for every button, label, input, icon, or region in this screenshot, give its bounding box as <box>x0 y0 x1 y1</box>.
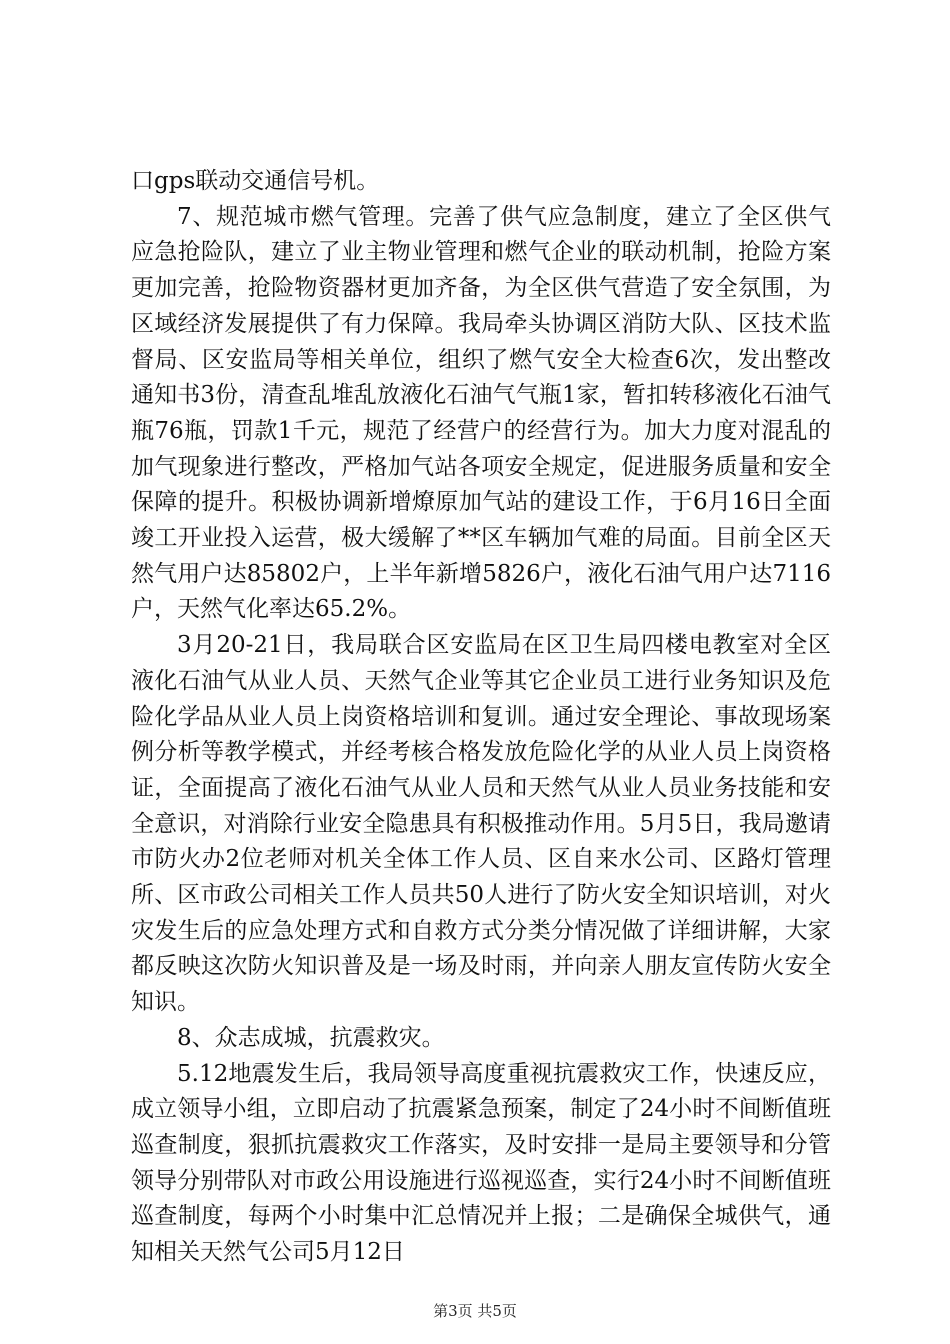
paragraph-5: 5.12地震发生后，我局领导高度重视抗震救灾工作，快速反应，成立领导小组，立即启动了抗震紧急预案，制定了24小时不间断值班巡查制度，狠抓抗震救灾工作落实，及时安排一是局主要领导和分管领导分别带队对市政公用设施进行巡视巡查，实行24小时不间断值班巡查制度，每两个小时集中汇总情况并上报；二是确保全城供气，通知相关天然气公司5月12日 <box>131 1060 831 1266</box>
paragraph-2: 7、规范城市燃气管理。完善了供气应急制度，建立了全区供气应急抢险队，建立了业主物业管理和燃气企业的联动机制，抢险方案更加完善，抢险物资器材更加齐备，为全区供气营造了安全氛围，为区域经济发展提供了有力保障。我局牵头协调区消防大队、区技术监督局、区安监局等相关单位，组织了燃气安全大检查6次，发出整改通知书3份，清查乱堆乱放液化石油气气瓶1家，暂扣转移液化石油气瓶76瓶，罚款1千元，规范了经营户的经营行为。加大力度对混乱的加气现象进行整改，严格加气站各项安全规定，促进服务质量和安全保障的提升。积极协调新增燎原加气站的建设工作，于6月16日全面竣工开业投入运营，极大缓解了**区车辆加气难的局面。目前全区天然气用户达85802户，上半年新增5826户，液化石油气用户达7116户，天然气化率达65.2%。 <box>131 203 831 623</box>
paragraph-1: 口gps联动交通信号机。 <box>131 168 380 194</box>
paragraph-4: 8、众志成城，抗震救灾。 <box>177 1024 445 1051</box>
paragraph-3: 3月20-21日，我局联合区安监局在区卫生局四楼电教室对全区液化石油气从业人员、天然气企业等其它企业员工进行业务知识及危险化学品从业人员上岗资格培训和复训。通过安全理论、事故现场案例分析等教学模式，并经考核合格发放危险化学的从业人员上岗资格证，全面提高了液化石油气从业人员和天然气从业人员业务技能和安全意识，对消除行业安全隐患具有积极推动作用。5月5日，我局邀请市防火办2位老师对机关全体工作人员、区自来水公司、区路灯管理所、区市政公司相关工作人员共50人进行了防火安全知识培训，对火灾发生后的应急处理方式和自救方式分类分情况做了详细讲解，大家都反映这次防火知识普及是一场及时雨，并向亲人朋友宣传防火安全知识。 <box>131 632 831 1016</box>
page-number-label: 第3页 共5页 <box>433 1302 517 1320</box>
document-body <box>131 164 831 1271</box>
page-footer <box>0 1301 950 1321</box>
